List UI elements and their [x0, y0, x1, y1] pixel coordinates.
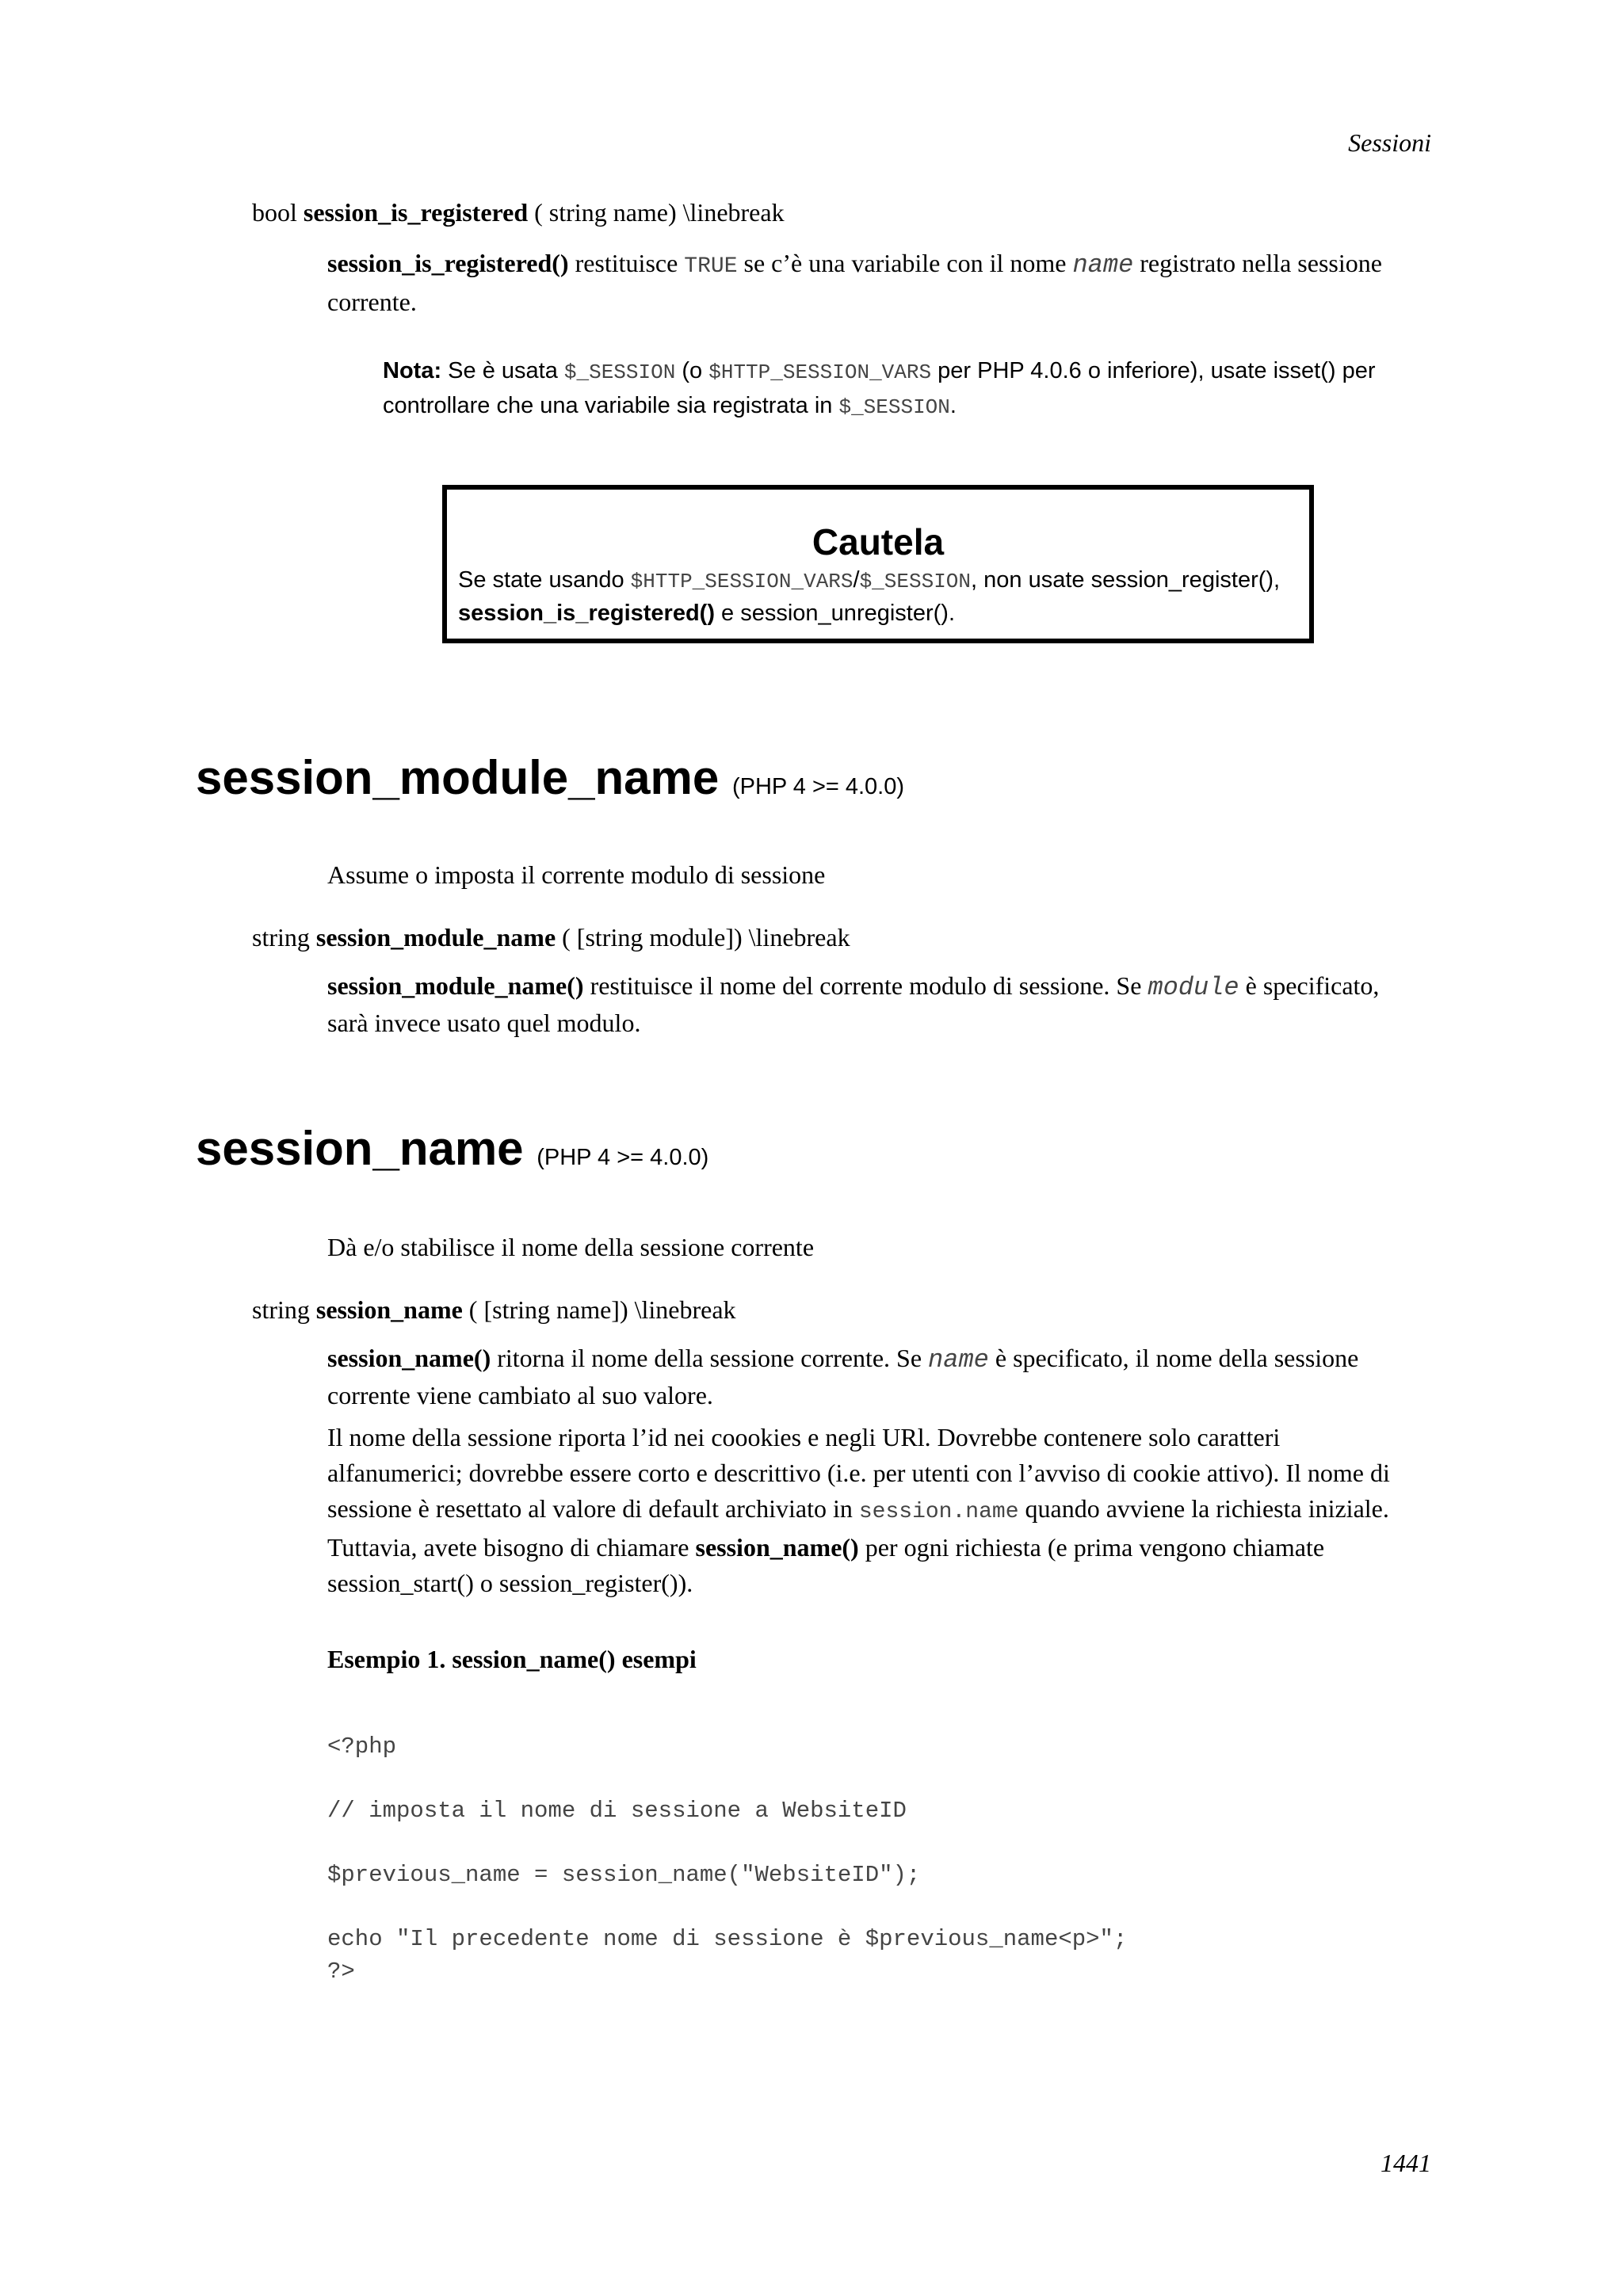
desc-session-name: [327, 1341, 1405, 1413]
function-args: ( [string module]) \linebreak: [562, 923, 850, 952]
desc-text: ritorna il nome della sessione corrente. Se: [491, 1344, 929, 1372]
note-text: (o: [675, 358, 709, 383]
var-session: $_SESSION: [563, 360, 676, 384]
function-ref: session_name(): [695, 1533, 859, 1562]
return-type: string: [252, 923, 310, 952]
synopsis-session-name: [252, 1293, 736, 1326]
desc-text: quando avviene la richiesta iniziale. Tuttavia, avete bisogno di chiamare: [327, 1494, 1389, 1562]
desc-session-is-registered: [327, 246, 1405, 320]
example-title: Esempio 1. session_name() esempi: [327, 1645, 697, 1673]
return-type: bool: [252, 198, 297, 227]
caution-box: [442, 485, 1314, 643]
desc-session-module-name: [327, 968, 1405, 1041]
var-http-session-vars: $HTTP_SESSION_VARS: [708, 360, 932, 384]
function-name: session_name: [315, 1295, 463, 1324]
note-text: per PHP 4.0.6 o inferiore), usate isset() per controllare che una variabile sia registrata in: [383, 358, 1376, 418]
running-header: Sessioni: [1348, 128, 1431, 157]
function-ref: session_is_registered(): [327, 249, 569, 277]
page-number: 1441: [1381, 2149, 1431, 2177]
desc-text: restituisce il nome del corrente modulo di sessione. Se: [583, 971, 1148, 1000]
param-name: module: [1148, 973, 1239, 1002]
return-type: string: [252, 1295, 310, 1324]
function-name: session_module_name: [315, 923, 556, 952]
version-info: (PHP 4 >= 4.0.0): [537, 1145, 709, 1170]
desc-text: se c’è una variabile con il nome: [737, 249, 1073, 277]
note-text: .: [949, 393, 957, 418]
heading-session-module-name: [196, 750, 904, 814]
function-name: session_is_registered: [303, 198, 529, 227]
heading-title: session_name: [196, 1122, 524, 1175]
heading-title: session_module_name: [196, 751, 720, 804]
var-session: $_SESSION: [838, 395, 950, 419]
param-name: name: [928, 1345, 989, 1375]
function-ref: session_name(): [327, 1344, 491, 1372]
caution-body: [458, 564, 1309, 629]
function-ref: session_is_registered(): [458, 601, 715, 626]
code-example: <?php // imposta il nome di sessione a WebsiteID $previous_name = session_name("WebsiteID"); echo "Il precedente nome di sessione è $previous_name<p>"; ?>: [327, 1733, 1128, 1985]
desc-text: per ogni richiesta (e prima vengono chiamate session_start() o session_register()).: [327, 1533, 1325, 1597]
desc-text: restituisce: [568, 249, 685, 277]
const-true: TRUE: [684, 254, 738, 279]
synopsis-session-is-registered: [252, 196, 785, 229]
param-name: name: [1072, 250, 1134, 280]
var-session: $_SESSION: [859, 570, 972, 593]
note-label: Nota:: [383, 358, 442, 383]
heading-session-name: [196, 1121, 708, 1185]
caution-text: /: [853, 567, 860, 593]
version-info: (PHP 4 >= 4.0.0): [731, 774, 905, 799]
note-box: [383, 354, 1413, 424]
desc-text: registrato nella sessione corrente.: [327, 249, 1382, 316]
function-args: ( [string name]) \linebreak: [468, 1295, 736, 1324]
caution-text: Se state usando: [458, 567, 631, 593]
desc-text: è specificato, sarà invece usato quel modulo.: [327, 971, 1380, 1037]
var-http-session-vars: $HTTP_SESSION_VARS: [630, 570, 854, 593]
caution-text: , non usate session_register(),: [971, 567, 1281, 593]
purpose-session-name: Dà e/o stabilisce il nome della sessione corrente: [327, 1233, 815, 1261]
synopsis-session-module-name: [252, 921, 850, 954]
caution-text: e session_unregister().: [714, 601, 956, 626]
purpose-session-module-name: Assume o imposta il corrente modulo di sessione: [327, 860, 826, 889]
desc-session-name-details: [327, 1420, 1405, 1601]
ini-setting: session.name: [858, 1500, 1019, 1524]
function-args: ( string name) \linebreak: [534, 198, 785, 227]
desc-text: Il nome della sessione riporta l’id nei coookies e negli URl. Dovrebbe contenere solo caratteri alfanumerici; dovrebbe essere corto e descrittivo (i.e. per utenti con l’avviso di cookie attivo). Il nome di sessione è resettato al valore di default archiviato in: [327, 1423, 1390, 1523]
desc-text: è specificato, il nome della sessione corrente viene cambiato al suo valore.: [327, 1344, 1359, 1409]
note-text: Se è usata: [441, 358, 564, 383]
function-ref: session_module_name(): [327, 971, 584, 1000]
caution-title: Cautela: [812, 521, 945, 563]
